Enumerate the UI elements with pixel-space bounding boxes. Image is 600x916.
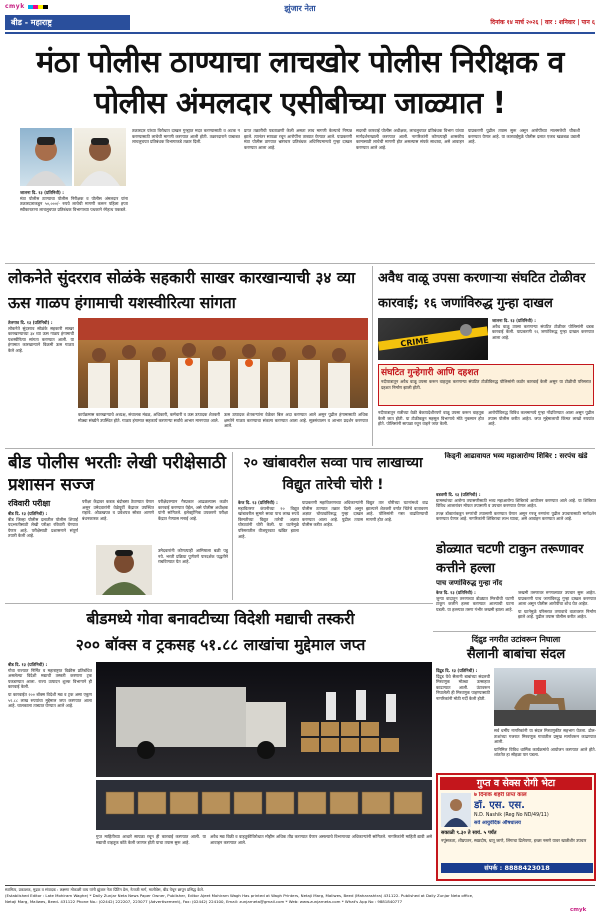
baba-body-paragraph: यानिमित्त विविध धार्मिक कार्यक्रमांचे आयोजन करण्यात आले होते. शांततेत हा सोहळा पार पडला. [494,746,596,758]
lower-divider [5,603,433,604]
ad-title: गुप्त व सेक्स रोगी भेटा [440,777,592,790]
baba-body-paragraph: सर्व धर्मीय नागरिकांनी या संदल मिरवणुकीत सहभाग घेतला. ढोल-ताशांच्या गजरात मिरवणूक गावातील प्रमुख मार्गावरून काढण्यात आली. [494,728,596,745]
sand-body-paragraph: अवैध वाळू उपसा करणाऱ्या संघटित टोळीवर पोलिसांनी धडक कारवाई केली. याप्रकरणी १६ जणांविरुद्ध गुन्हा दाखल करण्यात आला आहे. [492,323,594,340]
crime-graphic [378,318,488,360]
sugar-dateline: तेलगाव दि. १३ (प्रतिनिधी) : [8,320,53,325]
camp-body [436,492,596,536]
sand-body-3 [488,410,594,446]
electric-headline: २० खांबावरील सव्वा पाच लाखाच्या विद्युत तारेची चोरी ! [243,455,423,493]
recruit-body-4 [158,548,228,598]
masthead-rule [5,32,595,34]
masthead-region: बीड - महाराष्ट्र [5,15,130,30]
sand-body-paragraph: आरोपींविरुद्ध विविध कलमान्वये गुन्हा नोंदविण्यात आला असून पुढील तपास पोलीस करीत आहेत. जप्त मुद्देमालाची किंमत लाखो रुपयांत आहे. [488,410,594,427]
recruit-body-paragraph: परीक्षेदरम्यान गैरप्रकार आढळल्यास कठोर कारवाई करण्यात येईल, असे पोलीस अधीक्षक यांनी सांगितले. इलेक्ट्रॉनिक उपकरणे परीक्षा केंद्रात नेण्यास मनाई आहे. [158,499,228,521]
baba-body-1 [436,668,490,770]
liquor-body-paragraph: गुप्त माहितीच्या आधारे सापळा रचून ही कारवाई करण्यात आली. या मद्याची वाहतूक कोठे केली जाणार होती याचा तपास सुरू आहे. [96,834,206,845]
officer-photo [74,128,126,186]
sand-callout-title: संघटित गुन्हेगारी आणि दहशत [381,368,479,378]
lead-body-4 [356,128,464,260]
eye-subhead: पाच जणांविरुद्ध गुन्हा नोंद [436,579,503,587]
mid-divider [5,448,595,449]
liquor-boxes-photo [96,780,432,830]
ad-doctor-name: डॉ. एस. एस. [474,800,525,811]
cmyk-marks-top: cmyk [5,3,25,10]
sand-body-1 [492,318,594,360]
liquor-dateline: बीड दि. १३ (प्रतिनिधी) : [8,662,48,667]
cmyk-marks-bottom: cmyk [570,907,587,913]
liquor-body-paragraph: अवैध मद्य विक्री व वाहतुकीविरोधात मोहीम अधिक तीव्र करण्यात येणार असल्याचे विभागाच्या अधिकाऱ्यांनी सांगितले. नागरिकांनी माहिती द्यावी असे आवाहन करण्यात आले. [210,834,432,845]
footer-line-3: Netaji Marg, Maliwes, Beed- 431122 Phone No.: (02442) 222207, 223077 (Advertisement), Fax: (02442) 224100, Email: zunjarneta@gmail.com * Web: www.zunjarneta.com * What's App No : 9881840777 [5,899,403,904]
lead-body-2 [132,128,240,260]
recruit-body-paragraph: बीड जिल्हा पोलीस दलातील पोलीस शिपाई पदभरतीसाठी लेखी परीक्षा रविवारी घेण्यात येणार आहे. परीक्षेसाठी प्रशासनाने संपूर्ण तयारी केली आहे. [8,516,78,539]
sugar-body-paragraph: लोकनेते सुंदरराव सोळंके सहकारी साखर कारखान्याच्या ३४ व्या ऊस गाळप हंगामाची यशस्वीरित्या सांगता करण्यात आली. या हंगामात कारखान्याने विक्रमी ऊस गाळप केले आहे. [8,325,74,353]
sand-callout-box [378,364,594,406]
ad-reg: N.D. Nashik (Reg No ND/49/11) [474,813,549,818]
liquor-body-paragraph: गोवा राज्यात निर्मित व महाराष्ट्रात विक्रीस प्रतिबंधित असलेल्या विदेशी मद्याची तस्करी करणारा ट्रक पकडण्यात आला. राज्य उत्पादन शुल्क विभागाने ही कारवाई केली. [8,667,92,690]
lead-body-3 [244,128,352,260]
footer-line-1: स्वामित्व, प्रकाशक, मुद्रक व संपादक : लक्ष्मण मोकाशी वाघ यांनी झुंजार नेता प्रिंटिंग प्रेस, नेताजी मार्ग, मालीवेस, बीड येथून छापून प्रसिद्ध केले. [5,887,205,892]
ad-doctor-photo [441,793,471,827]
eye-headline: डोळ्यात चटणी टाकुन तरूणावर कत्तीने हल्ला [436,542,584,576]
truck-seizure-photo [96,662,432,777]
reporter-photo [20,128,72,186]
lead-body-paragraph: तक्रारदार यांच्या विरोधात दाखल गुन्ह्यात मदत करण्यासाठी व अटक न करण्यासाठी लाचेची मागणी करण्यात आली होती. तक्रारदाराने याबाबत लाचलुचपत प्रतिबंधक विभागाकडे तक्रार दिली. [132,128,240,145]
sand-headline: अवैध वाळू उपसा करणाऱ्या संघटित टोळीवर कारवाई; १६ जणांविरुद्ध गुन्हा दाखल [378,271,586,311]
recruit-dateline: बीड दि. १३ (प्रतिनिधी) : [8,511,48,516]
recruit-electric-divider [232,452,233,600]
liquor-body-2 [96,834,206,882]
lead-dateline: जालना दि. १३ (प्रतिनिधी) : [20,190,64,195]
footer-line-2: (Established Editor : Late Mohiram Waghe) * Daily Zunjar Neta News Paper Owner, Publisher, Editor Ajeet Mohiram Wagh Has printed at Wagh Printers, Netaji Marg, Maliwes, Beed (Maharashtra) 431122. Published at Daily Zunjar Neta office, [5,893,474,898]
sp-photo [96,545,152,595]
recruit-headline: बीड पोलीस भरतीः लेखी परीक्षेसाठी प्रशासन सज्ज [8,453,227,495]
color-bars-top [28,5,48,9]
camp-headline: किड्नी आढावायत भव्य महाआरोग्य शिबिर : सरपंच खंडे [444,452,588,460]
eye-body-paragraph: जुन्या वादातून तरुणाच्या डोळ्यात मिरचीची चटणी टाकून कत्तीने हल्ला करण्यात आल्याची घटना घडली. या हल्ल्यात तरुण गंभीर जखमी झाला आहे. [436,595,514,612]
liquor-headline-1: बीडमध्ये गोवा बनावटीच्या विदेशी मद्याची तस्करी [86,610,355,628]
lead-body-paragraph: सदरची कारवाई पोलीस अधीक्षक, लाचलुचपत प्रतिबंधक विभाग यांच्या मार्गदर्शनाखाली करण्यात आली. नागरिकांनी कोणत्याही शासकीय कामासाठी लाचेची मागणी होत असल्यास संपर्क साधावा, असे आवाहन करण्यात आले आहे. [356,128,464,150]
sand-body-paragraph: नदीपात्रातून रात्रीच्या वेळी बेकायदेशीरपणे वाळू उपसा करून वाहतूक केली जात होती. या टोळीकडून महसूल विभागाचे मोठे नुकसान होत होते. पोलिसांनी सापळा रचून वाहने जप्त केली. [378,410,484,427]
eye-body-paragraph: जखमी तरुणावर रुग्णालयात उपचार सुरू आहेत. याप्रकरणी पाच जणांविरुद्ध गुन्हा दाखल करण्यात आला असून पोलीस आरोपींचा शोध घेत आहेत. [518,590,596,607]
ad-clinic: सर्व आयुर्वेदिक औषधालय [474,820,521,826]
sugar-body-paragraph: कार्यक्रमास कारखान्याचे अध्यक्ष, संचालक मंडळ, अधिकारी, कर्मचारी व ऊस उत्पादक शेतकरी मोठ्या संख्येने उपस्थित होते. गाळप हंगामात सहकार्य करणाऱ्या सर्वांचे आभार मानण्यात आले. [78,412,220,423]
eye-dateline: केज दि. १३ (प्रतिनिधी) : [436,590,476,595]
recruit-body-paragraph: उमेदवारांनी कोणत्याही आमिषाला बळी पडू नये. भरती प्रक्रिया पूर्णपणे पारदर्शक पद्धतीने राबविण्यात येत आहे. [158,548,228,565]
baba-dateline: दिंद्रुड दि. १३ (प्रतिनिधी) : [436,668,478,673]
baba-headline-1: दिंद्रुड नगरीत उटांवरून निघाला [471,635,561,644]
sugar-body-2 [78,412,220,440]
sugar-body-1 [8,320,74,440]
recruit-subhead: रविवारी परीक्षा [8,499,51,508]
clinic-ad[interactable] [436,773,596,881]
lower-right-divider [433,631,596,632]
sugar-body-paragraph: ऊस उत्पादक शेतकऱ्यांना वेळेवर बिल अदा करण्यात आले असून पुढील हंगामासाठी अधिक क्षमतेने गाळप करण्याचा संकल्प करण्यात आला आहे. सूत्रसंचालन व आभार प्रदर्शन करण्यात आले. [224,412,368,429]
footer-rule [5,885,595,886]
lead-body-paragraph: प्राप्त तक्रारीची पडताळणी केली असता लाच मागणी केल्याचे निष्पन्न झाले. त्यानंतर सापळा रचून आरोपींना ताब्यात घेण्यात आले. याप्रकरणी मंठा पोलीस ठाण्यात भ्रष्टाचार प्रतिबंधक अधिनियमान्वये गुन्हा दाखल करण्यात आला आहे. [244,128,352,150]
liquor-body-paragraph: या कारवाईत २०० बॉक्स विदेशी मद्य व ट्रक असा एकूण ५१.८८ लाख रुपयांचा मुद्देमाल जप्त करण्यात आला आहे. चालकाला ताब्यात घेण्यात आले आहे. [8,691,92,709]
camp-body-paragraph: तज्ज्ञ डॉक्टरांकडून रुग्णांची तपासणी करण्यात येणार असून गरजू रुग्णांना पुढील उपचारासाठी मार्गदर्शन करण्यात येणार आहे. नागरिकांनी शिबिराचा लाभ घ्यावा, असे आवाहन करण्यात आले आहे. [436,510,596,522]
lead-body-5 [468,128,580,260]
liquor-headline-2: २०० बॉक्स व ट्रकसह ५१.८८ लाखांचा मुद्देमाल जप्त [75,636,366,654]
lead-body-paragraph: याप्रकरणी पुढील तपास सुरू असून आरोपींच्या मालमत्तेची चौकशी करण्यात येणार आहे. या कारवाईमुळे पोलीस दलात एकच खळबळ उडाली आहे. [468,128,580,145]
sugar-ceremony-photo [78,318,368,408]
sugar-body-3 [224,412,368,440]
svg-text:CRIME: CRIME [399,335,430,349]
eye-body-1 [436,590,514,628]
lead-body-paragraph: मंठा पोलीस ठाण्याचा पोलीस निरीक्षक व पोलीस अंमलदार यांना तक्रारदाराकडून ५०,०००/- रुपये लाचेची मागणी करून पहिला हप्ता स्वीकारताना लाचलुचपत प्रतिबंधक विभागाच्या पथकाने रंगेहाथ पकडले. [20,195,128,212]
lead-body-1 [20,190,128,260]
electric-body-2 [302,500,363,598]
eye-body-2 [518,590,596,628]
eye-body-paragraph: या घटनेमुळे परिसरात तणावाचे वातावरण निर्माण झाले आहे. पुढील तपास पोलीस करीत आहेत. [518,608,596,620]
masthead-paper-name: झुंजार नेता [284,4,316,13]
liquor-body-1 [8,662,92,882]
masthead-dateline: दिनांक १४ मार्च २०२६ | वार : शनिवार | पान ६ [490,19,595,26]
electric-body-3 [366,500,428,598]
recruit-body-paragraph: परीक्षा केंद्रावर कडक बंदोबस्त ठेवण्यात येणार असून उमेदवारांनी वेळेपूर्वी केंद्रावर उपस्थित राहावे. ओळखपत्र व प्रवेशपत्र सोबत आणणे बंधनकारक आहे. [82,499,154,521]
electric-body-paragraph: विद्युत तार चोरीच्या घटनांमध्ये वाढ झाल्याने शेतकरी वर्गात चिंतेचे वातावरण आहे. पोलिसांनी गस्त वाढविण्याची मागणी होत आहे. [366,500,428,522]
sugar-sand-divider [372,266,373,446]
baba-body-paragraph: दिंद्रुड येथे सैलानी बाबांच्या संदलची मिरवणूक मोठ्या उत्साहात काढण्यात आली. उंटावरून निघालेली ही मिरवणूक पाहण्यासाठी नागरिकांनी मोठी गर्दी केली होती. [436,673,490,701]
camel-procession-photo [494,668,596,726]
electric-dateline: केज दि. १३ (प्रतिनिधी) : [238,500,278,505]
sand-body-2 [378,410,484,446]
sand-dateline: जालना दि. १३ (प्रतिनिधी) : [492,318,536,323]
camp-body-paragraph: ग्रामस्थांच्या आरोग्य तपासणीसाठी भव्य महाआरोग्य शिबिराचे आयोजन करण्यात आले आहे. या शिबिरात विविध आजारांवर मोफत तपासणी व उपचार करण्यात येणार आहेत. [436,497,596,509]
ad-timing: सकाळी ९.३० ते सायं. ५ पर्यंत [441,830,497,836]
baba-body-2 [494,728,596,770]
lead-divider [5,263,595,264]
recruit-body-1 [8,511,78,596]
baba-headline-2: सैलानी बाबांचा संदल [466,647,566,662]
ad-diseases: नपुंसकता, शीघ्रपतन, स्वप्नदोष, धातू जाणे, लिंगाचा ढिलेपणा, इच्छा नसणे यावर खात्रीशीर उपचार [441,838,587,843]
camp-dateline: वडवणी दि. १३ (प्रतिनिधी) : [436,492,481,497]
ad-date-line: ७ दिनांक शहरी प्राप्त काल [474,792,527,798]
electric-body-paragraph: याप्रकरणी महावितरणच्या अधिकाऱ्यांनी पोलीस ठाण्यात तक्रार दिली असून अज्ञात चोरट्यांविरुद्ध गुन्हा दाखल करण्यात आला आहे. पुढील तपास पोलीस करीत आहेत. [302,500,363,528]
electric-body-1 [238,500,299,598]
sugar-headline: लोकनेते सुंदरराव सोळंके सहकारी साखर कारखान्याची ३४ व्या ऊस गाळप हंगामाची यशस्वीरित्या सांगता [8,269,356,312]
recruit-body-3 [158,499,228,544]
lead-headline: मंठा पोलीस ठाण्याचा लाचखोर पोलीस निरीक्षक व पोलीस अंमलदार एसीबीच्या जाळ्यात ! [36,45,564,121]
liquor-body-3 [210,834,432,882]
ad-contact: संपर्क : 8888423018 [441,863,593,873]
sand-callout-body: नदीपात्रातून अवैध वाळू उपसा करून वाहतूक करणाऱ्या संघटित टोळीविरुद्ध पोलिसांनी कठोर कारवाई केली असून या टोळीची परिसरात दहशत निर्माण झाली होती. [381,379,591,390]
electric-body-paragraph: महावितरण कंपनीच्या २० विद्युत खांबावरील सुमारे सव्वा पाच लाख रुपये किमतीच्या विद्युत तारेची अज्ञात चोरट्यांनी चोरी केली. या घटनेमुळे परिसरातील वीजपुरवठा खंडित झाला आहे. [238,505,299,539]
